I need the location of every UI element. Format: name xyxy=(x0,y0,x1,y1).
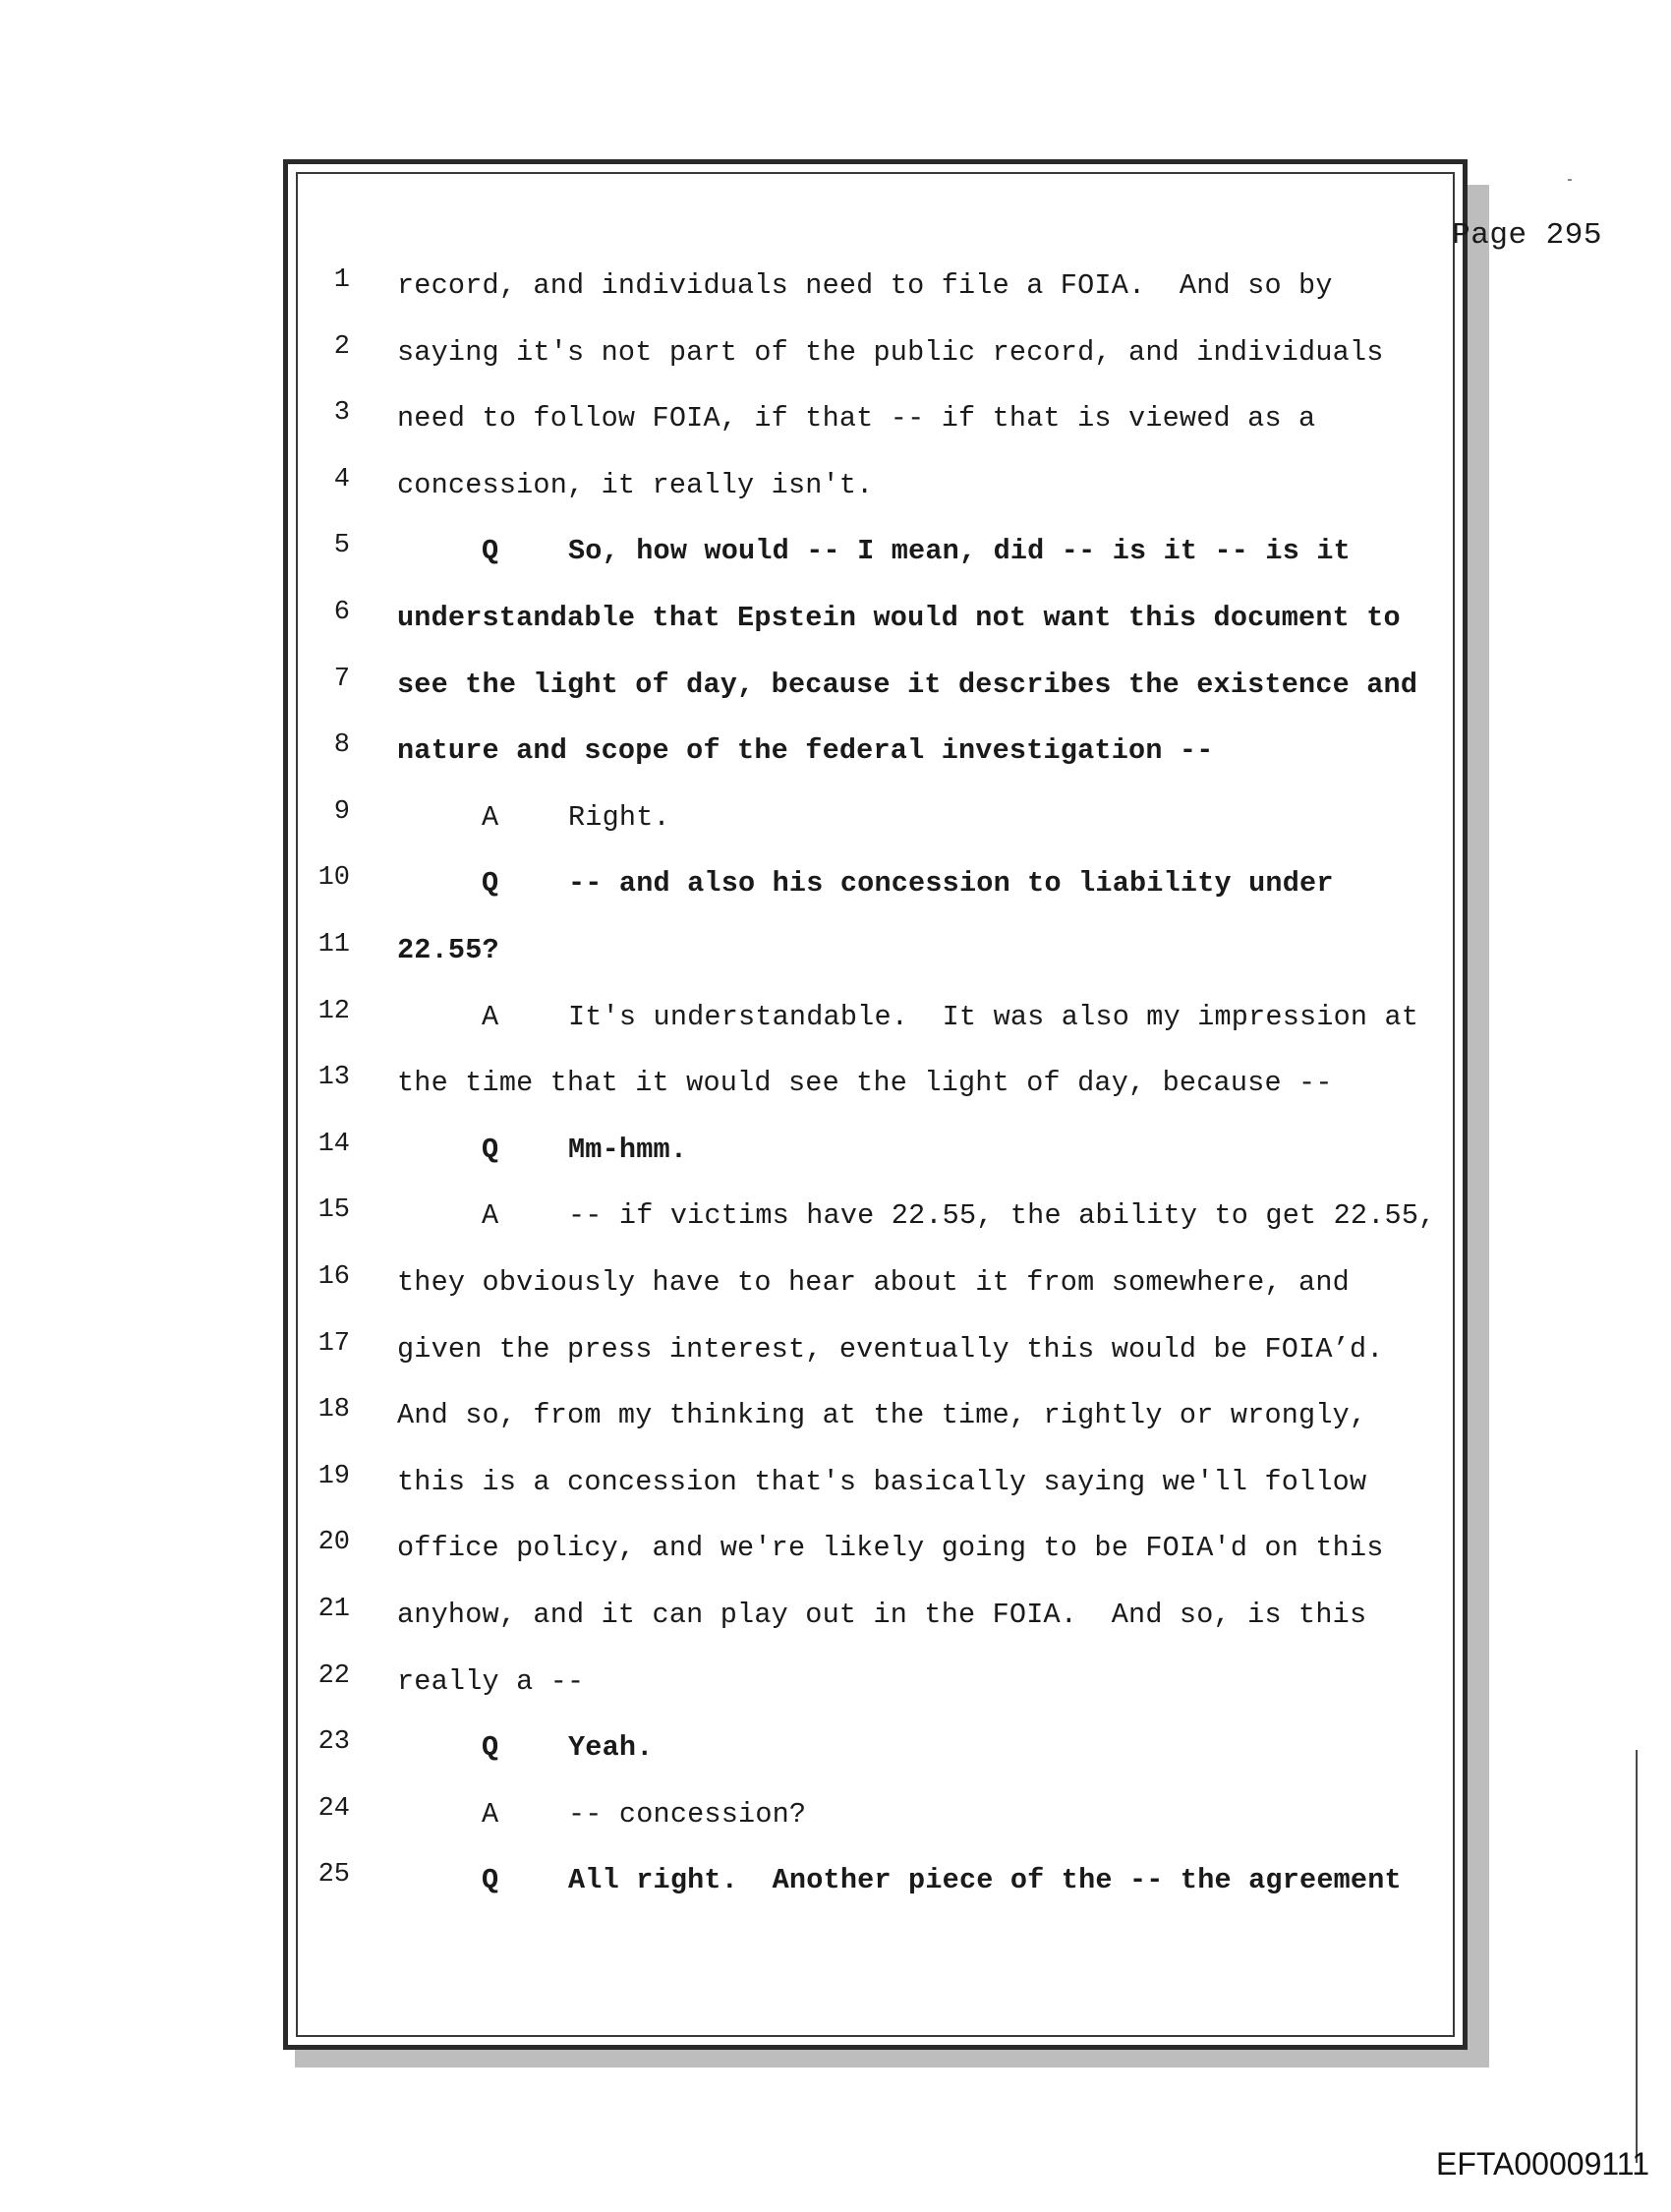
line-content: they obviously have to hear about it from somewhere, and xyxy=(397,1266,1350,1299)
line-text xyxy=(397,269,1333,302)
line-text xyxy=(397,734,1214,767)
speaker-label: Q xyxy=(482,1864,499,1897)
scan-speck xyxy=(1568,179,1572,181)
line-text xyxy=(397,336,1384,369)
line-text xyxy=(397,602,1401,634)
speaker-label: Q xyxy=(482,535,499,568)
line-content: understandable that Epstein would not want this document to xyxy=(397,602,1401,634)
line-content: anyhow, and it can play out in the FOIA. And so, is this xyxy=(397,1599,1367,1631)
line-content: record, and individuals need to file a FOIA. And so by xyxy=(397,269,1333,302)
line-text xyxy=(397,669,1417,701)
line-number: 22 xyxy=(317,1660,350,1691)
line-content: And so, from my thinking at the time, rightly or wrongly, xyxy=(397,1399,1367,1432)
line-content: this is a concession that's basically saying we'll follow xyxy=(397,1465,1367,1498)
line-text xyxy=(482,801,670,834)
line-number: 6 xyxy=(333,598,350,627)
line-content: 22.55? xyxy=(397,934,499,966)
line-number: 17 xyxy=(317,1328,350,1359)
line-number: 12 xyxy=(317,996,350,1026)
line-content: given the press interest, eventually this would be FOIA’d. xyxy=(397,1332,1384,1366)
line-content: It's understandable. It was also my impression at xyxy=(568,1000,1419,1033)
speaker-label: Q xyxy=(482,1133,499,1166)
line-number: 25 xyxy=(317,1860,350,1891)
line-content: Yeah. xyxy=(568,1731,654,1765)
line-text xyxy=(397,1399,1366,1431)
transcript-line xyxy=(0,598,1671,647)
speaker-label: A xyxy=(482,1199,499,1233)
scan-edge-mark xyxy=(1636,1750,1638,2163)
transcript-line xyxy=(0,265,1671,315)
line-number: 7 xyxy=(333,664,350,694)
line-text xyxy=(397,469,873,501)
transcript-line xyxy=(0,1661,1671,1711)
line-content: need to follow FOIA, if that -- if that is viewed as a xyxy=(397,402,1316,436)
line-text xyxy=(397,1665,584,1698)
line-content: So, how would -- I mean, did -- is it -- is it xyxy=(568,535,1351,568)
line-text xyxy=(482,1798,806,1831)
line-content: see the light of day, because it describes the existence and xyxy=(397,668,1418,701)
speaker-label: Q xyxy=(482,1731,499,1765)
line-text xyxy=(397,1067,1333,1099)
line-number: 23 xyxy=(317,1727,350,1758)
line-number: 21 xyxy=(317,1595,350,1624)
line-text xyxy=(397,1599,1366,1631)
speaker-label: A xyxy=(482,800,499,834)
line-content: Right. xyxy=(568,800,670,834)
transcript-line xyxy=(0,1262,1671,1311)
line-number: 20 xyxy=(317,1528,350,1558)
transcript-line xyxy=(0,1063,1671,1112)
transcript-line xyxy=(0,398,1671,447)
line-number: 24 xyxy=(317,1793,350,1824)
transcript-line xyxy=(0,1130,1671,1179)
line-text xyxy=(397,1266,1350,1299)
transcript-line xyxy=(0,1727,1671,1776)
speaker-label: A xyxy=(482,1797,499,1831)
transcript-line xyxy=(0,1329,1671,1378)
transcript-line xyxy=(0,665,1671,714)
line-content: office policy, and we're likely going to be FOIA'd on this xyxy=(397,1532,1384,1565)
line-number: 11 xyxy=(317,930,350,960)
transcript-line xyxy=(0,730,1671,780)
line-number: 16 xyxy=(317,1262,350,1292)
page-number: Page 295 xyxy=(1452,218,1602,253)
line-content: All right. Another piece of the -- the agreement xyxy=(568,1864,1402,1897)
line-text xyxy=(397,402,1315,435)
line-number: 8 xyxy=(333,730,350,761)
line-content: really a -- xyxy=(397,1664,585,1698)
line-text xyxy=(482,867,1334,900)
line-content: saying it's not part of the public record, and individuals xyxy=(397,335,1384,369)
line-text xyxy=(397,934,499,966)
line-text xyxy=(482,1134,687,1166)
line-content: concession, it really isn't. xyxy=(397,468,874,501)
line-content: -- if victims have 22.55, the ability to get 22.55, xyxy=(568,1199,1436,1233)
transcript-line xyxy=(0,863,1671,912)
line-text xyxy=(482,1001,1418,1033)
speaker-label: Q xyxy=(482,867,499,901)
line-text xyxy=(482,1864,1402,1896)
transcript-line xyxy=(0,465,1671,514)
line-number: 1 xyxy=(333,265,350,295)
line-text xyxy=(397,1532,1384,1564)
line-number: 19 xyxy=(317,1461,350,1491)
transcript-line xyxy=(0,1794,1671,1843)
line-text xyxy=(482,1199,1435,1232)
line-number: 13 xyxy=(317,1063,350,1093)
transcript-line xyxy=(0,332,1671,381)
line-number: 15 xyxy=(317,1195,350,1226)
transcript-line xyxy=(0,1462,1671,1511)
transcript-line xyxy=(0,1195,1671,1245)
line-number: 18 xyxy=(317,1395,350,1426)
transcript-line xyxy=(0,997,1671,1046)
line-content: Mm-hmm. xyxy=(568,1133,688,1166)
line-text xyxy=(397,1466,1366,1498)
line-content: the time that it would see the light of day, because -- xyxy=(397,1067,1333,1100)
line-number: 4 xyxy=(333,464,350,495)
line-number: 5 xyxy=(333,531,350,561)
line-number: 2 xyxy=(333,331,350,362)
transcript-line xyxy=(0,1860,1671,1909)
bates-number: EFTA00009111 xyxy=(1435,2146,1649,2182)
transcript-line xyxy=(0,797,1671,846)
speaker-label: A xyxy=(482,1000,499,1033)
line-content: -- and also his concession to liability under xyxy=(568,867,1334,901)
transcript-line xyxy=(0,1595,1671,1644)
line-text xyxy=(482,1731,654,1764)
line-number: 10 xyxy=(317,863,350,894)
line-content: nature and scope of the federal investigation -- xyxy=(397,734,1214,768)
line-number: 9 xyxy=(333,796,350,827)
line-content: -- concession? xyxy=(568,1797,807,1831)
transcript-line xyxy=(0,930,1671,979)
line-text xyxy=(397,1333,1384,1366)
line-text xyxy=(482,535,1351,567)
transcript-line xyxy=(0,531,1671,580)
line-number: 3 xyxy=(333,398,350,429)
transcript-line xyxy=(0,1395,1671,1444)
transcript-line xyxy=(0,1528,1671,1577)
line-number: 14 xyxy=(317,1129,350,1159)
